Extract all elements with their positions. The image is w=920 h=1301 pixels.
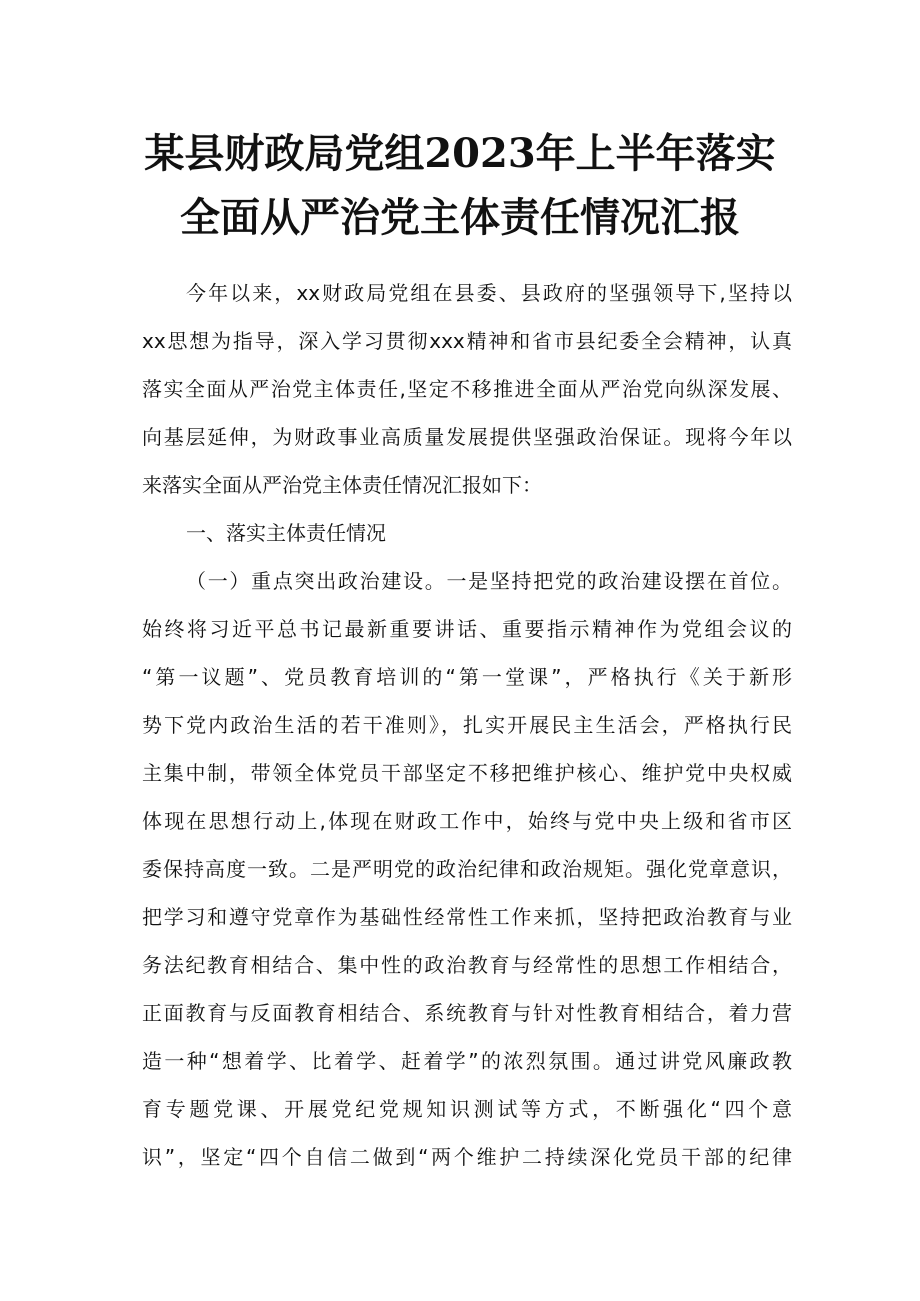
section-line-13: 识”，坚定“四个自信二做到“两个维护二持续深化党员干部的纪律	[142, 1145, 792, 1169]
intro-line-3: 落实全面从严治党主体责任,坚定不移推进全面从严治党向纵深发展、	[142, 377, 792, 401]
section-line-8: 把学习和遵守党章作为基础性经常性工作来抓，坚持把政治教育与业	[142, 905, 792, 929]
section-line-12: 育专题党课、开展党纪党规知识测试等方式，不断强化“四个意	[142, 1097, 792, 1121]
document-title-line-1: 某县财政局党组2023年上半年落实	[144, 130, 776, 177]
intro-line-5: 来落实全面从严治党主体责任情况汇报如下：	[142, 473, 542, 497]
section-line-1: （一）重点突出政治建设。一是坚持把党的政治建设摆在首位。	[186, 569, 792, 593]
section-line-3: “第一议题”、党员教育培训的“第一堂课”，严格执行《关于新形	[142, 665, 792, 689]
section-line-6: 体现在思想行动上,体现在财政工作中，始终与党中央上级和省市区	[142, 809, 792, 833]
intro-paragraph	[142, 269, 792, 509]
intro-line-4: 向基层延伸，为财政事业高质量发展提供坚强政治保证。现将今年以	[142, 425, 792, 449]
section-line-5: 主集中制，带领全体党员干部坚定不移把维护核心、维护党中央权威	[142, 761, 792, 785]
section-heading: 一、落实主体责任情况	[186, 521, 386, 545]
section-line-9: 务法纪教育相结合、集中性的政治教育与经常性的思想工作相结合，	[142, 953, 792, 977]
section-paragraph	[142, 557, 792, 1181]
intro-line-1: 今年以来，xx财政局党组在县委、县政府的坚强领导下,坚持以	[186, 281, 792, 305]
document-title-line-2: 全面从严治党主体责任情况汇报	[180, 194, 740, 241]
section-line-11: 造一种“想着学、比着学、赶着学”的浓烈氛围。通过讲党风廉政教	[142, 1049, 792, 1073]
section-line-7: 委保持高度一致。二是严明党的政治纪律和政治规矩。强化党章意识，	[142, 857, 792, 881]
section-heading-block	[142, 509, 792, 557]
section-line-4: 势下党内政治生活的若干准则》，扎实开展民主生活会，严格执行民	[142, 713, 792, 737]
section-line-10: 正面教育与反面教育相结合、系统教育与针对性教育相结合，着力营	[142, 1001, 792, 1025]
intro-line-2: xx思想为指导，深入学习贯彻xxx精神和省市县纪委全会精神，认真	[142, 329, 792, 353]
section-line-2: 始终将习近平总书记最新重要讲话、重要指示精神作为党组会议的	[142, 617, 792, 641]
